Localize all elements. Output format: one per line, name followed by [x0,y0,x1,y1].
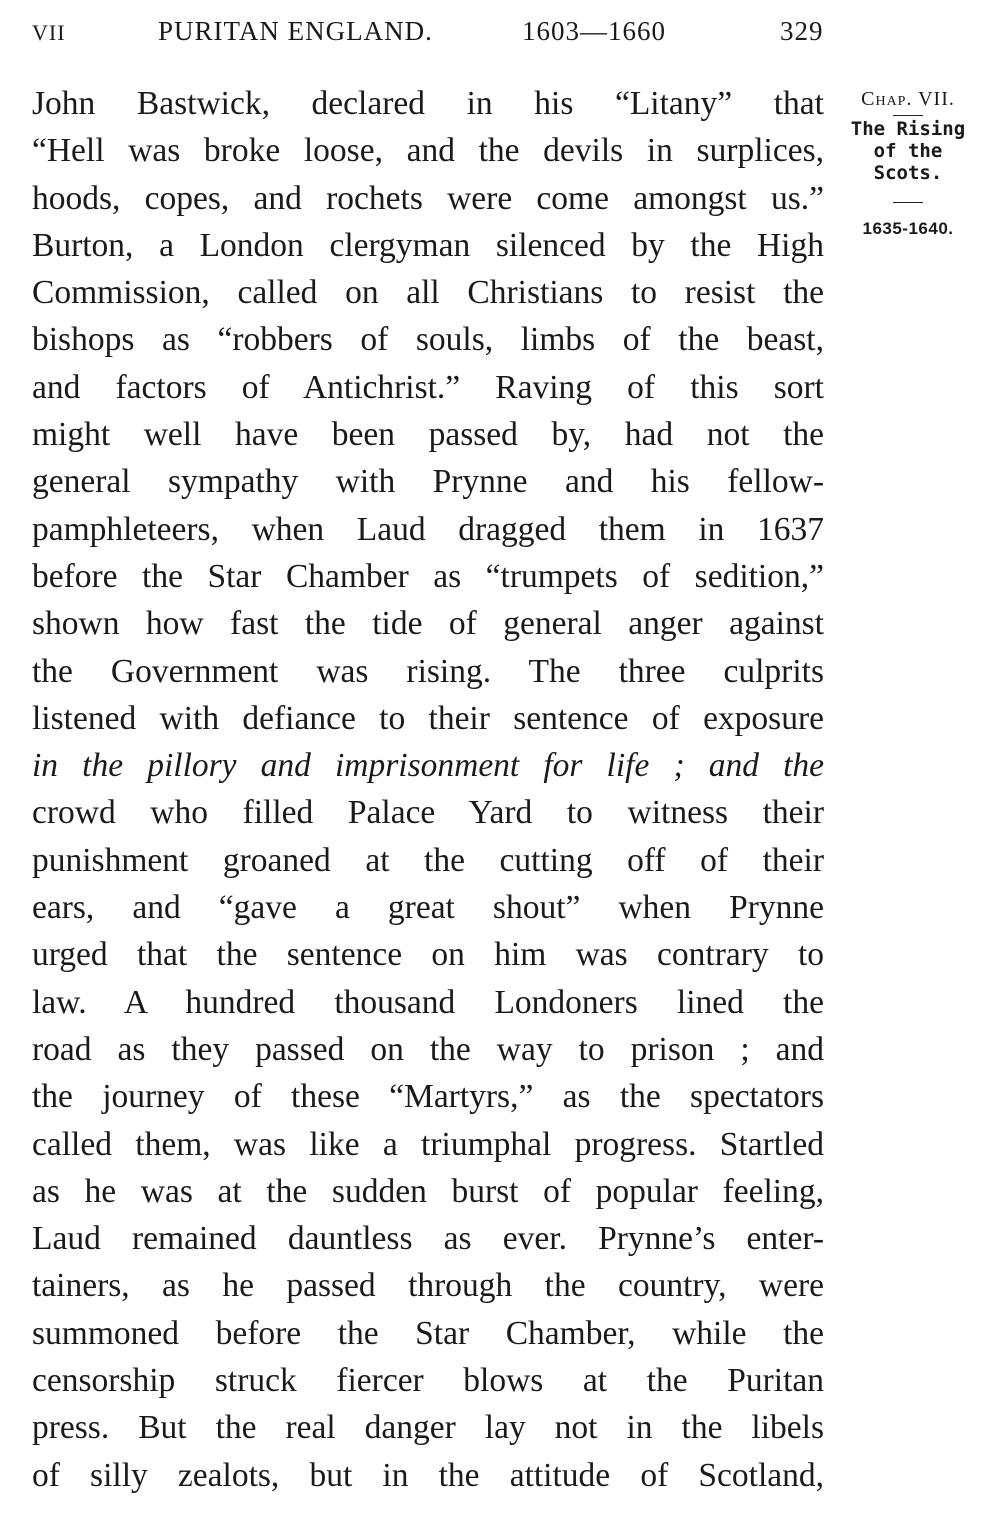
margin-chapter-label: Chap. VII. [861,88,955,110]
margin-note [838,88,978,239]
margin-heading-line-1: The Rising [850,118,966,140]
text-line: might well have been passed by, had not the [32,416,824,454]
text-line: urged that the sentence on him was contrary to [32,936,824,974]
header-chapter-number: VII [32,20,66,45]
text-line: as he was at the sudden burst of popular feeling, [32,1172,824,1210]
text-line: law. A hundred thousand Londoners lined the [32,983,824,1021]
running-header [0,16,1000,56]
text-line: and factors of Antichrist.” Raving of this sort [32,368,824,406]
text-line-italic: in the pillory and imprisonment for life ; and the [32,747,824,785]
text-line: bishops as “robbers of souls, limbs of the beast, [32,321,824,359]
text-line: “Hell was broke loose, and the devils in surplices, [32,132,824,170]
margin-rule [893,202,923,203]
text-line: Commission, called on all Christians to resist the [32,274,824,312]
text-line: crowd who filled Palace Yard to witness their [32,794,824,832]
text-line: of silly zealots, but in the attitude of Scotland, [32,1456,824,1494]
text-line: Burton, a London clergyman silenced by the High [32,226,824,264]
margin-heading-line-3: Scots. [873,162,943,184]
text-line: ears, and “gave a great shout” when Prynne [32,889,824,927]
margin-dates: 1635-1640. [862,219,954,238]
page-number: 329 [780,16,824,46]
margin-rule [893,115,923,116]
text-line: listened with defiance to their sentence of exposure [32,699,824,737]
text-line: called them, was like a triumphal progress. Startled [32,1125,824,1163]
text-line: the Government was rising. The three culprits [32,652,824,690]
text-line: tainers, as he passed through the country, were [32,1267,824,1305]
text-line: pamphleteers, when Laud dragged them in 1637 [32,510,824,548]
text-line: hoods, copes, and rochets were come amongst us.” [32,179,824,217]
text-line: general sympathy with Prynne and his fellow- [32,463,824,501]
text-line: shown how fast the tide of general anger against [32,605,824,643]
text-line: road as they passed on the way to prison ; and [32,1030,824,1068]
header-book-title: PURITAN ENGLAND. [158,16,433,46]
header-years: 1603—1660 [522,16,666,46]
text-line: summoned before the Star Chamber, while the [32,1314,824,1352]
text-line: press. But the real danger lay not in the libels [32,1409,824,1447]
margin-heading-line-2: of the [873,140,943,162]
body-text [32,80,824,1499]
text-line: John Bastwick, declared in his “Litany” that [32,85,824,122]
text-line: the journey of these “Martyrs,” as the spectators [32,1078,824,1116]
text-line: punishment groaned at the cutting off of their [32,841,824,879]
text-line: censorship struck fiercer blows at the Puritan [32,1362,824,1400]
text-line: Laud remained dauntless as ever. Prynne’s enter- [32,1220,824,1258]
text-line: before the Star Chamber as “trumpets of sedition,” [32,557,824,595]
